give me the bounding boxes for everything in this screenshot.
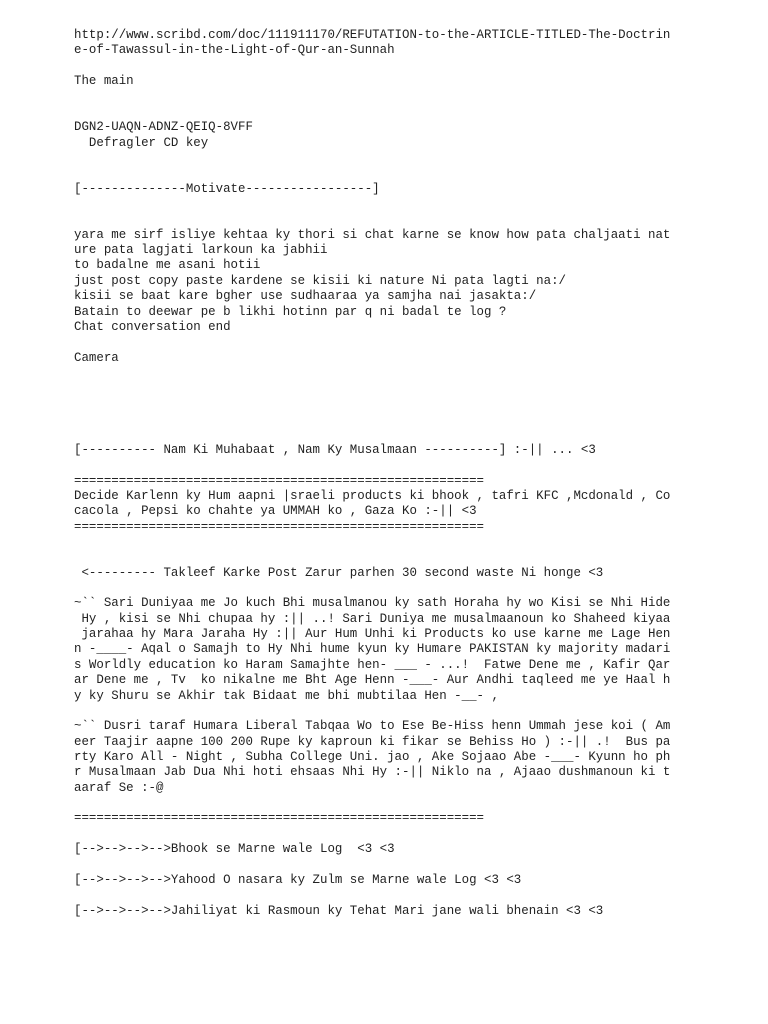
text-line: yara me sirf isliye kehtaa ky thori si chat karne se know how pata chaljaati nat [74, 227, 671, 242]
blank-line [74, 197, 670, 228]
blank-line [74, 151, 670, 182]
blank-line [74, 827, 670, 842]
arrow-list [74, 842, 670, 919]
motivate-heading: [--------------Motivate-----------------] [74, 181, 380, 196]
takleef-paragraph-1 [74, 596, 670, 704]
text-line: r Musalmaan Jab Dua Nhi hoti ehsaas Nhi Hy :-|| Niklo na , Ajaao dushmanoun ki t [74, 765, 671, 780]
text-line: ~`` Dusri taraf Humara Liberal Tabqaa Wo to Ese Be-Hiss henn Ummah jese koi ( Am [74, 719, 671, 734]
blank-line [74, 796, 670, 811]
text-line: Batain to deewar pe b likhi hotinn par q ni badal te log ? [74, 304, 507, 319]
text-line: Decide Karlenn ky Hum aapni |sraeli products ki bhook , tafri KFC ,Mcdonald , Co [74, 488, 671, 503]
text-line: Hy , kisi se Nhi chupaa hy :|| ..! Sari Duniya me musalmaanoun ko Shaheed kiyaa [74, 611, 671, 626]
blank-line [74, 535, 670, 566]
blank-line [74, 59, 670, 74]
camera-text: Camera [74, 350, 119, 365]
blank-line [74, 89, 670, 120]
url-line: http://www.scribd.com/doc/111911170/REFUTATION-to-the-ARTICLE-TITLED-The-Doctrin [74, 28, 671, 42]
intro-text: The main [74, 74, 134, 89]
blank-line [74, 335, 670, 350]
blank-line [74, 704, 670, 719]
text-line: to badalne me asani hotii [74, 258, 261, 273]
takleef-paragraph-2 [74, 719, 670, 796]
separator: ======================================================= [74, 811, 484, 826]
text-line: s Worldly education ko Haram Samajhte hen- ___ - ...! Fatwe Dene me , Kafir Qar [74, 657, 671, 672]
cd-key-label: Defragler CD key [74, 135, 209, 150]
text-line: eer Taajir aapne 100 200 Rupe ky kaproun ki fikar se Behiss Ho ) :-|| .! Bus pa [74, 734, 671, 749]
text-line: y ky Shuru se Akhir tak Bidaat me bhi mubtilaa Hen -__- , [74, 688, 499, 703]
text-line: kisii se baat kare bgher use sudhaaraa ya samjha nai jasakta:/ [74, 289, 537, 304]
decide-paragraph [74, 489, 670, 520]
separator: ======================================================= [74, 519, 484, 534]
text-line: ar Dene me , Tv ko nikalne me Bht Age Henn -___- Aur Andhi taqleed me ye Haal h [74, 673, 671, 688]
blank-line [74, 458, 670, 473]
text-line: ~`` Sari Duniyaa me Jo kuch Bhi musalmanou ky sath Horaha hy wo Kisi se Nhi Hide [74, 596, 671, 611]
blank-line [74, 366, 670, 443]
url-line: e-of-Tawassul-in-the-Light-of-Qur-an-Sunnah [74, 43, 395, 58]
text-line: Chat conversation end [74, 319, 231, 334]
cd-key: DGN2-UAQN-ADNZ-QEIQ-8VFF [74, 120, 253, 135]
section-heading: [---------- Nam Ki Muhabaat , Nam Ky Musalmaan ----------] :-|| ... <3 [74, 442, 596, 457]
text-line: jarahaa hy Mara Jaraha Hy :|| Aur Hum Unhi ki Products ko use karne me Lage Hen [74, 627, 671, 642]
text-line: aaraf Se :-@ [74, 780, 164, 795]
text-line: ure pata lagjati larkoun ka jabhii [74, 243, 328, 258]
text-line: n -____- Aqal o Samajh to Hy Nhi hume kyun ky Humare PAKISTAN ky majority madari [74, 642, 671, 657]
separator: ======================================================= [74, 473, 484, 488]
text-line: rty Karo All - Night , Subha College Uni. jao , Ake Sojaao Abe -___- Kyunn ho ph [74, 750, 671, 764]
blank-line [74, 581, 670, 596]
document-page [74, 28, 670, 919]
section-heading: <--------- Takleef Karke Post Zarur parhen 30 second waste Ni honge <3 [74, 565, 604, 580]
text-line: just post copy paste kardene se kisii ki nature Ni pata lagti na:/ [74, 273, 566, 288]
blank-line [74, 888, 670, 903]
blank-line [74, 858, 670, 873]
list-item: [-->-->-->-->Yahood O nasara ky Zulm se Marne wale Log <3 <3 [74, 872, 522, 887]
list-item: [-->-->-->-->Bhook se Marne wale Log <3 <3 [74, 842, 395, 857]
list-item: [-->-->-->-->Jahiliyat ki Rasmoun ky Tehat Mari jane wali bhenain <3 <3 [74, 903, 604, 918]
text-line: cacola , Pepsi ko chahte ya UMMAH ko , Gaza Ko :-|| <3 [74, 504, 477, 519]
motivate-paragraph [74, 228, 670, 336]
